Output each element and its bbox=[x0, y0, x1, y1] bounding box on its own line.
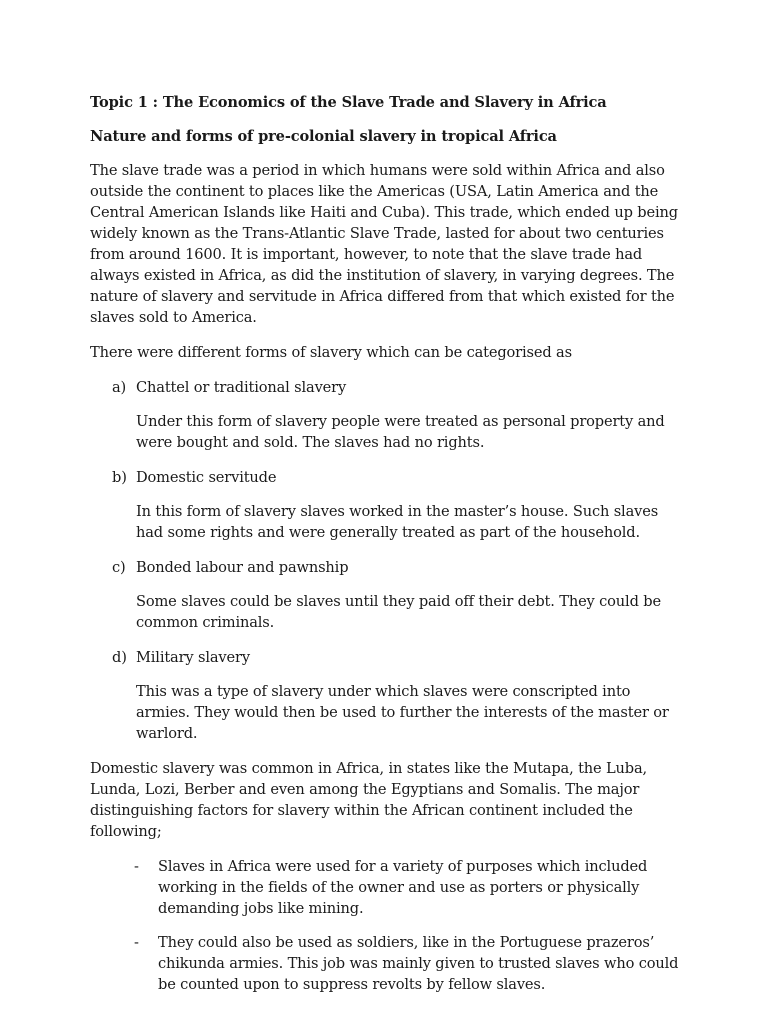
list-item-domestic bbox=[90, 467, 682, 543]
list-marker: c) bbox=[112, 559, 126, 576]
list-item-bonded bbox=[90, 557, 682, 633]
forms-intro-paragraph: There were different forms of slavery which can be categorised as bbox=[90, 344, 572, 361]
form-description: Under this form of slavery people were treated as personal property and were bought and sold. The slaves had no rights. bbox=[136, 413, 665, 451]
list-marker: b) bbox=[112, 469, 127, 486]
slavery-forms-list bbox=[90, 377, 682, 744]
list-item-chattel bbox=[90, 377, 682, 453]
form-heading: Bonded labour and pawnship bbox=[136, 559, 349, 576]
bullet-text: Slaves in Africa were used for a variety of purposes which included working in the fields of the owner and use as porters or physically demanding jobs like mining. bbox=[158, 858, 648, 917]
form-description: In this form of slavery slaves worked in the master’s house. Such slaves had some rights and were generally treated as part of the household. bbox=[136, 503, 659, 541]
bullet-marker: - bbox=[134, 934, 139, 951]
list-item bbox=[90, 856, 682, 919]
bullet-text: They could also be used as soldiers, like in the Portuguese prazeros’ chikunda armies. This job was mainly given to trusted slaves who could be counted upon to suppress revolts by fellow slaves. bbox=[158, 934, 679, 993]
list-marker: a) bbox=[112, 379, 127, 396]
form-description: This was a type of slavery under which slaves were conscripted into armies. They would then be used to further the interests of the master or warlord. bbox=[136, 683, 669, 742]
form-heading: Domestic servitude bbox=[136, 469, 277, 486]
form-heading: Chattel or traditional slavery bbox=[136, 379, 347, 396]
intro-paragraph: The slave trade was a period in which humans were sold within Africa and also outside the continent to places like the Americas (USA, Latin America and the Central American Islands like Haiti and Cuba). This trade, which ended up being widely known as the Trans-Atlantic Slave Trade, lasted for about two centuries from around 1600. It is important, however, to note that the slave trade had always existed in Africa, as did the institution of slavery, in varying degrees. The nature of slavery and servitude in Africa differed from that which existed for the slaves sold to America. bbox=[90, 162, 678, 326]
section-heading: Nature and forms of pre-colonial slavery in tropical Africa bbox=[90, 128, 557, 145]
form-heading: Military slavery bbox=[136, 649, 250, 666]
form-description: Some slaves could be slaves until they paid off their debt. They could be common criminals. bbox=[136, 593, 661, 631]
bullet-marker: - bbox=[134, 858, 139, 875]
list-item bbox=[90, 932, 682, 995]
list-marker: d) bbox=[112, 649, 127, 666]
domestic-slavery-paragraph: Domestic slavery was common in Africa, in states like the Mutapa, the Luba, Lunda, Lozi, Berber and even among the Egyptians and Somalis. The major distinguishing factors for slavery within the African continent included the following; bbox=[90, 760, 648, 840]
document-title: Topic 1 : The Economics of the Slave Trade and Slavery in Africa bbox=[90, 94, 607, 111]
distinguishing-factors-list bbox=[90, 856, 682, 995]
list-item-military bbox=[90, 647, 682, 744]
